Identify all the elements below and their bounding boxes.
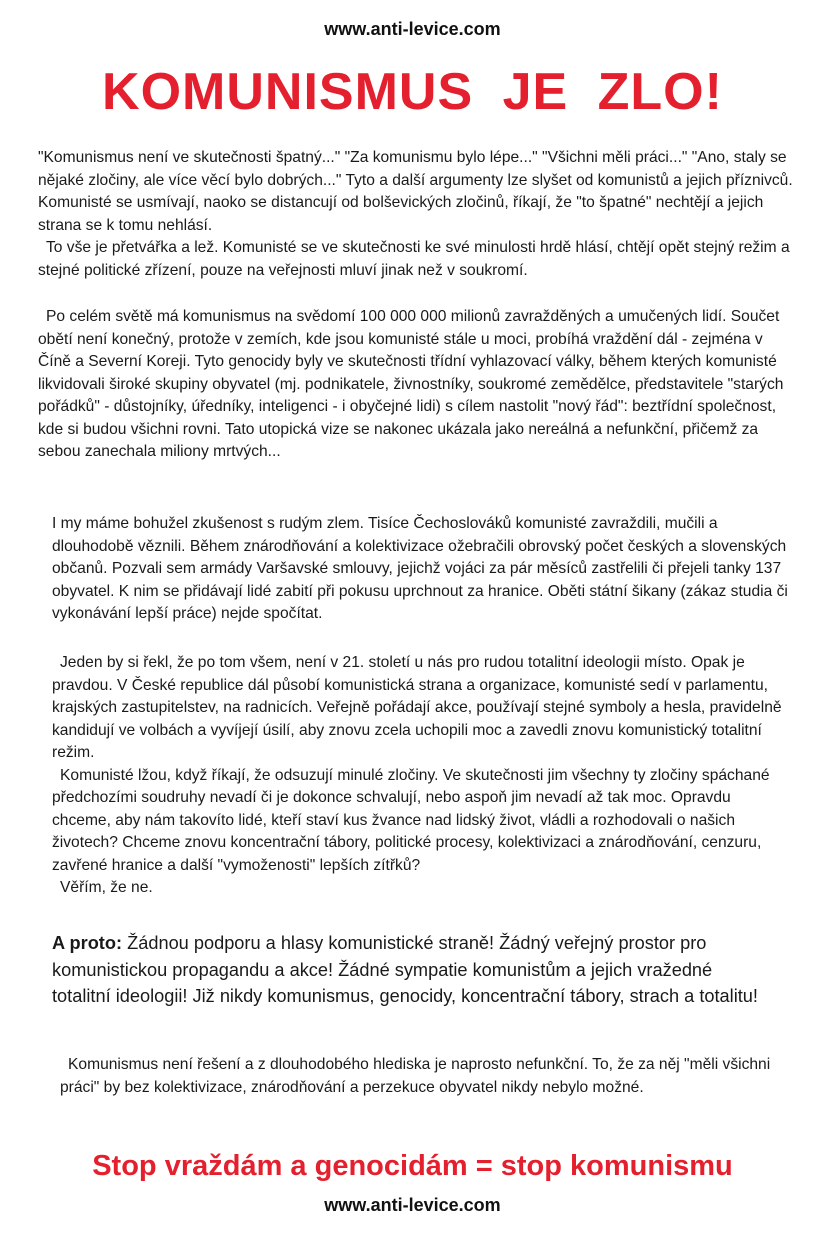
site-url-top: www.anti-levice.com <box>324 19 501 39</box>
call-to-action-text: Žádnou podporu a hlasy komunistické straně! Žádný veřejný prostor pro komunistickou propagandu a akce! Žádné sympatie komunistům a jejich vražedné totalitní ideologii! Již nikdy komunismus, genocidy, koncentrační tábory, strach a totalitu! <box>52 933 758 1006</box>
closing-slogan: Stop vraždám a genocidám = stop komunismu <box>92 1150 733 1182</box>
paragraph-intro-continued: To vše je přetvářka a lež. Komunisté se ve skutečnosti ke své minulosti hrdě hlásí, chtějí opět stejný režim a stejné politické zřízení, pouze na veřejnosti mluví jinak než v soukromí. <box>38 239 790 279</box>
paragraph-world-victims-text: Po celém světě má komunismus na svědomí 100 000 000 milionů zavražděných a umučených lidí. Součet obětí není konečný, protože v zemích, kde jsou komunisté stále u moci, probíhá vraždění dál - zejména v Číně a Severní Koreji. Tyto genocidy byly ve skutečnosti třídní vyhlazovací války, během kterých komunisté likvidovali široké skupiny obyvatel (mj. podnikatele, živnostníky, soukromé zemědělce, představitele "starých pořádků" - důstojníky, úředníky, inteligenci - i obyčejné lidi) s cílem nastolit "nový řád": beztřídní společnost, kde si budou všichni rovni. Tato utopická vize se nakonec ukázala jako nereálná a nefunkční, přičemž za sebou zanechala miliony mrtvých... <box>38 308 784 460</box>
paragraph-present-day-continued: Komunisté lžou, když říkají, že odsuzují minulé zločiny. Ve skutečnosti jim všechny ty zločiny spáchané předchozími soudruhy nevadí či je dokonce schvalují, nebo aspoň jim nevadí až tak moc. Opravdu chceme, aby nám takovíto lidé, kteří staví kus žvance nad lidský život, vládli a rozhodovali o našich životech? Chceme znovu koncentrační tábory, politické procesy, kolektivizaci a znárodňování, cenzuru, zavřené hranice a další "vymoženosti" lepších zítřků? <box>52 766 770 874</box>
page-headline: KOMUNISMUS JE ZLO! <box>102 63 723 121</box>
paragraph-intro <box>38 147 798 282</box>
paragraph-intro-text: "Komunismus není ve skutečnosti špatný..." "Za komunismu bylo lépe..." "Všichni měli práci..." "Ano, staly se nějaké zločiny, ale více věcí bylo dobrých..." Tyto a další argumenty lze slyšet od komunistů a jejich příznivců. Komunisté se usmívají, naoko se distancují od bolševických zločinů, říkají, že "to špatné" nechtějí a jejich strana se k tomu nehlásí. <box>38 149 793 234</box>
paragraph-call-to-action <box>52 930 772 1010</box>
paragraph-present-day <box>52 652 792 900</box>
call-to-action-lead: A proto: <box>52 933 123 953</box>
site-url-bottom: www.anti-levice.com <box>324 1195 501 1215</box>
paragraph-present-day-text: Jeden by si řekl, že po tom všem, není v 21. století u nás pro rudou totalitní ideologii místo. Opak je pravdou. V České republice dál působí komunistická strana a organizace, komunisté sedí v parlamentu, krajských zastupitelstev, na radnicích. Veřejně pořádají akce, používají stejné symboly a hesla, pravidelně kandidují ve volbách a vyvíjejí úsilí, aby znovu zcela uchopili moc a zavedli znovu komunistický totalitní režim. <box>52 654 782 761</box>
paragraph-czechoslovakia <box>52 513 792 626</box>
paragraph-conclusion <box>60 1054 780 1099</box>
paragraph-world-victims <box>38 306 798 464</box>
paragraph-present-day-closing: Věřím, že ne. <box>60 879 153 896</box>
paragraph-czechoslovakia-text: I my máme bohužel zkušenost s rudým zlem. Tisíce Čechoslováků komunisté zavraždili, mučili a dlouhodobě věznili. Během znárodňování a kolektivizace ožebračili obrovský počet českých a slovenských občanů. Pozvali sem armády Varšavské smlouvy, jejichž vojáci za pár měsíců zastřelili či přejeli tanky 137 obyvatel. K nim se přidávají lidé zabití při pokusu uprchnout za hranice. Oběti státní šikany (zákaz studia či vykonávání lepší práce) nejde spočítat. <box>52 515 788 622</box>
paragraph-conclusion-text: Komunismus není řešení a z dlouhodobého hlediska je naprosto nefunkční. To, že za něj "měli všichni práci" by bez kolektivizace, znárodňování a perzekuce obyvatel nikdy nebylo možné. <box>60 1056 771 1096</box>
